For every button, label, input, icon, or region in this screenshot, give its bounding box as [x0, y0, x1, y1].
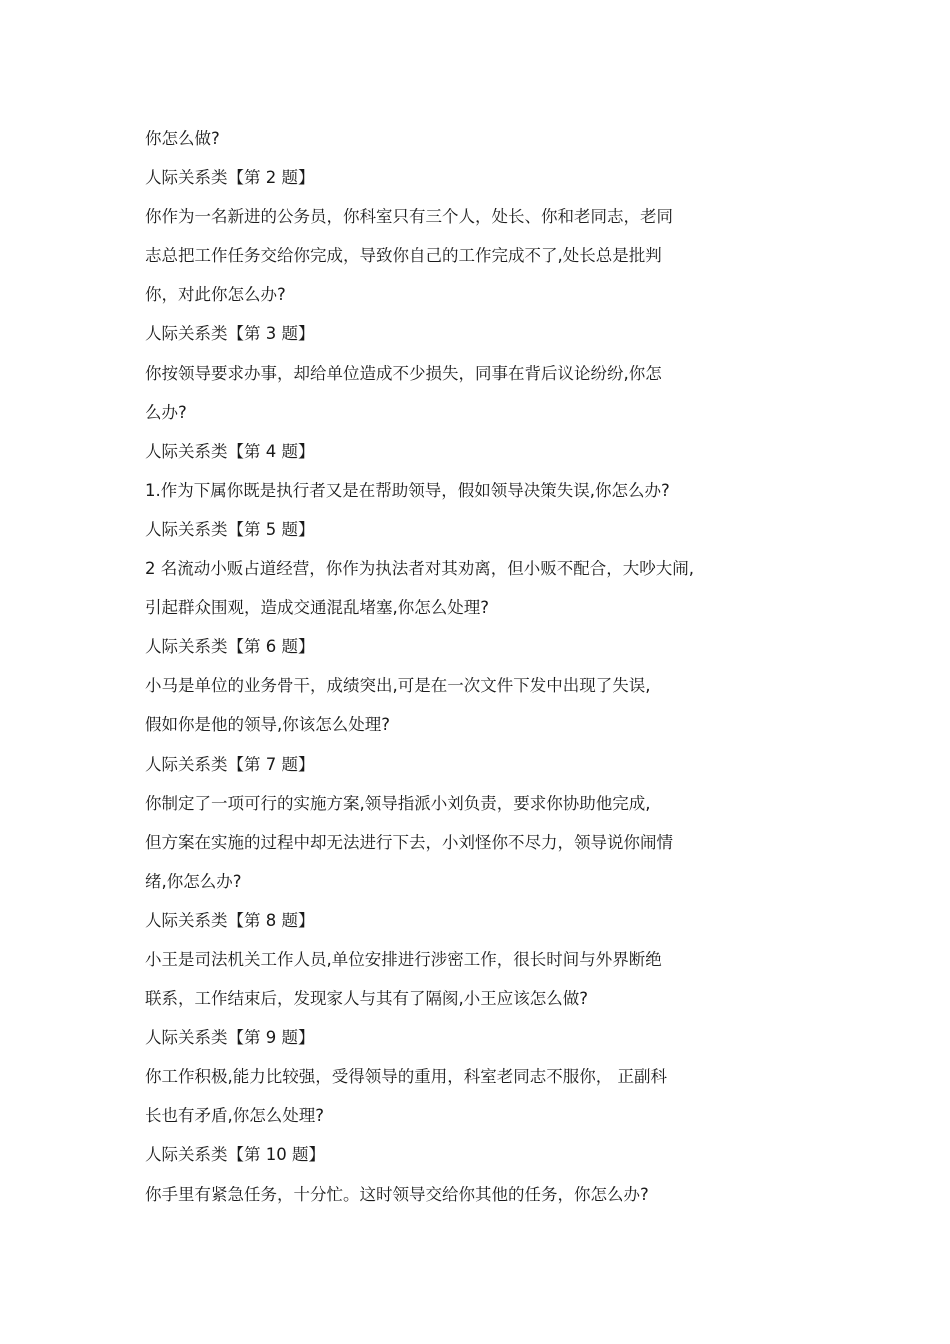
question-heading: 人际关系类【第 7 题】: [145, 754, 315, 774]
text-line: 假如你是他的领导,你该怎么处理?: [145, 715, 391, 735]
text-line: 联系，工作结束后，发现家人与其有了隔阂,小王应该怎么做?: [145, 989, 589, 1009]
question-heading: 人际关系类【第 5 题】: [145, 519, 315, 539]
question-heading: 人际关系类【第 3 题】: [145, 324, 315, 344]
question-heading: 人际关系类【第 8 题】: [145, 910, 315, 930]
text-line: 小王是司法机关工作人员,单位安排进行涉密工作，很长时间与外界断绝: [145, 949, 662, 969]
text-line: 么办?: [145, 402, 187, 422]
question-heading: 人际关系类【第 6 题】: [145, 637, 315, 657]
text-line: 长也有矛盾,你怎么处理?: [145, 1106, 325, 1126]
text-line: 你，对此你怎么办?: [145, 285, 286, 305]
text-line: 你工作积极,能力比较强，受得领导的重用，科室老同志不服你， 正副科: [145, 1067, 667, 1087]
text-line: 1.作为下属你既是执行者又是在帮助领导，假如领导决策失误,你怎么办?: [145, 480, 670, 500]
text-line: 你怎么做?: [145, 129, 220, 148]
text-line: 你作为一名新进的公务员，你科室只有三个人，处长、你和老同志，老同: [145, 207, 673, 227]
text-line: 绪,你怎么办?: [145, 871, 242, 891]
question-heading: 人际关系类【第 2 题】: [145, 168, 315, 188]
text-line: 你制定了一项可行的实施方案,领导指派小刘负责，要求你协助他完成,: [145, 793, 651, 813]
question-heading: 人际关系类【第 9 题】: [145, 1028, 315, 1048]
document-body: [145, 126, 745, 1221]
text-line: 你按领导要求办事，却给单位造成不少损失，同事在背后议论纷纷,你怎: [145, 363, 662, 383]
text-line: 志总把工作任务交给你完成，导致你自己的工作完成不了,处长总是批判: [145, 246, 662, 266]
question-heading: 人际关系类【第 4 题】: [145, 441, 315, 461]
text-line: 2 名流动小贩占道经营，你作为执法者对其劝离，但小贩不配合，大吵大闹,: [145, 559, 694, 579]
text-line: 你手里有紧急任务，十分忙。这时领导交给你其他的任务，你怎么办?: [145, 1184, 649, 1204]
text-line: 小马是单位的业务骨干，成绩突出,可是在一次文件下发中出现了失误,: [145, 676, 651, 696]
text-line: 但方案在实施的过程中却无法进行下去，小刘怪你不尽力，领导说你闹情: [145, 832, 673, 852]
text-line: 引起群众围观，造成交通混乱堵塞,你怎么处理?: [145, 598, 490, 618]
question-heading: 人际关系类【第 10 题】: [145, 1145, 325, 1165]
